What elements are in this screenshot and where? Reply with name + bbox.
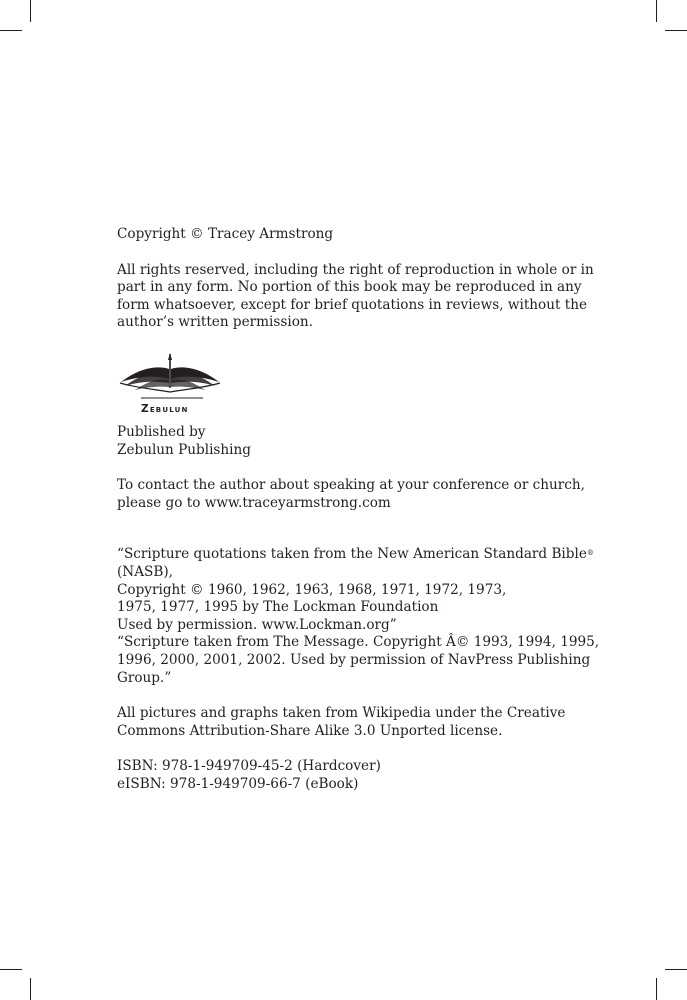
scripture-line: Group.” <box>117 669 172 686</box>
crop-mark-bottom-left-horizontal <box>0 969 22 970</box>
isbn-paragraph <box>117 758 567 793</box>
publisher-name: Zebulun Publishing <box>117 441 251 458</box>
copyright-page <box>117 226 600 793</box>
isbn-hardcover: ISBN: 978-1-949709-45-2 (Hardcover) <box>117 758 381 775</box>
published-line: Published by <box>117 423 206 440</box>
registered-mark: ® <box>586 549 594 558</box>
scripture-line: 1975, 1977, 1995 by The Lockman Foundation <box>117 599 439 616</box>
pictures-paragraph <box>117 705 567 740</box>
contact-paragraph <box>117 477 585 512</box>
scripture-line <box>117 546 594 564</box>
logo-text: Zebulun <box>141 402 189 415</box>
crop-mark-top-right-horizontal <box>665 30 687 31</box>
scripture-line: 1996, 2000, 2001, 2002. Used by permission of NavPress Publishing <box>117 651 591 668</box>
scripture-line: Used by permission. www.Lockman.org” <box>117 616 397 633</box>
rights-line: form whatsoever, except for brief quotations in reviews, without the <box>117 296 588 313</box>
crop-mark-bottom-right-vertical <box>656 978 657 1000</box>
open-book-icon <box>117 352 227 404</box>
scripture-paragraph <box>117 546 600 687</box>
scripture-line: “Scripture taken from The Message. Copyright Â© 1993, 1994, 1995, <box>117 634 600 651</box>
published-paragraph <box>117 424 567 459</box>
rights-paragraph <box>117 261 594 332</box>
rights-line: All rights reserved, including the right of reproduction in whole or in <box>117 261 594 278</box>
crop-mark-top-left-horizontal <box>0 30 22 31</box>
pictures-line: All pictures and graphs taken from Wikipedia under the Creative <box>117 705 566 722</box>
isbn-ebook: eISBN: 978-1-949709-66-7 (eBook) <box>117 775 359 792</box>
scripture-line: Copyright © 1960, 1962, 1963, 1968, 1971, 1972, 1973, <box>117 581 507 598</box>
contact-website-line: please go to www.traceyarmstrong.com <box>117 494 391 511</box>
crop-mark-bottom-left-vertical <box>30 978 31 1000</box>
crop-mark-bottom-right-horizontal <box>665 969 687 970</box>
scripture-nasb-text: “Scripture quotations taken from the New American Standard Bible <box>117 546 587 563</box>
copyright-line: Copyright © Tracey Armstrong <box>117 226 334 242</box>
rights-line: author’s written permission. <box>117 314 313 331</box>
pictures-line: Commons Attribution-Share Alike 3.0 Unported license. <box>117 722 503 739</box>
crop-mark-top-right-vertical <box>656 0 657 22</box>
crop-mark-top-left-vertical <box>30 0 31 22</box>
contact-line: To contact the author about speaking at your conference or church, <box>117 477 585 494</box>
zebulun-logo <box>117 352 227 414</box>
rights-line: part in any form. No portion of this book may be reproduced in any <box>117 279 582 296</box>
scripture-line: (NASB), <box>117 563 173 580</box>
